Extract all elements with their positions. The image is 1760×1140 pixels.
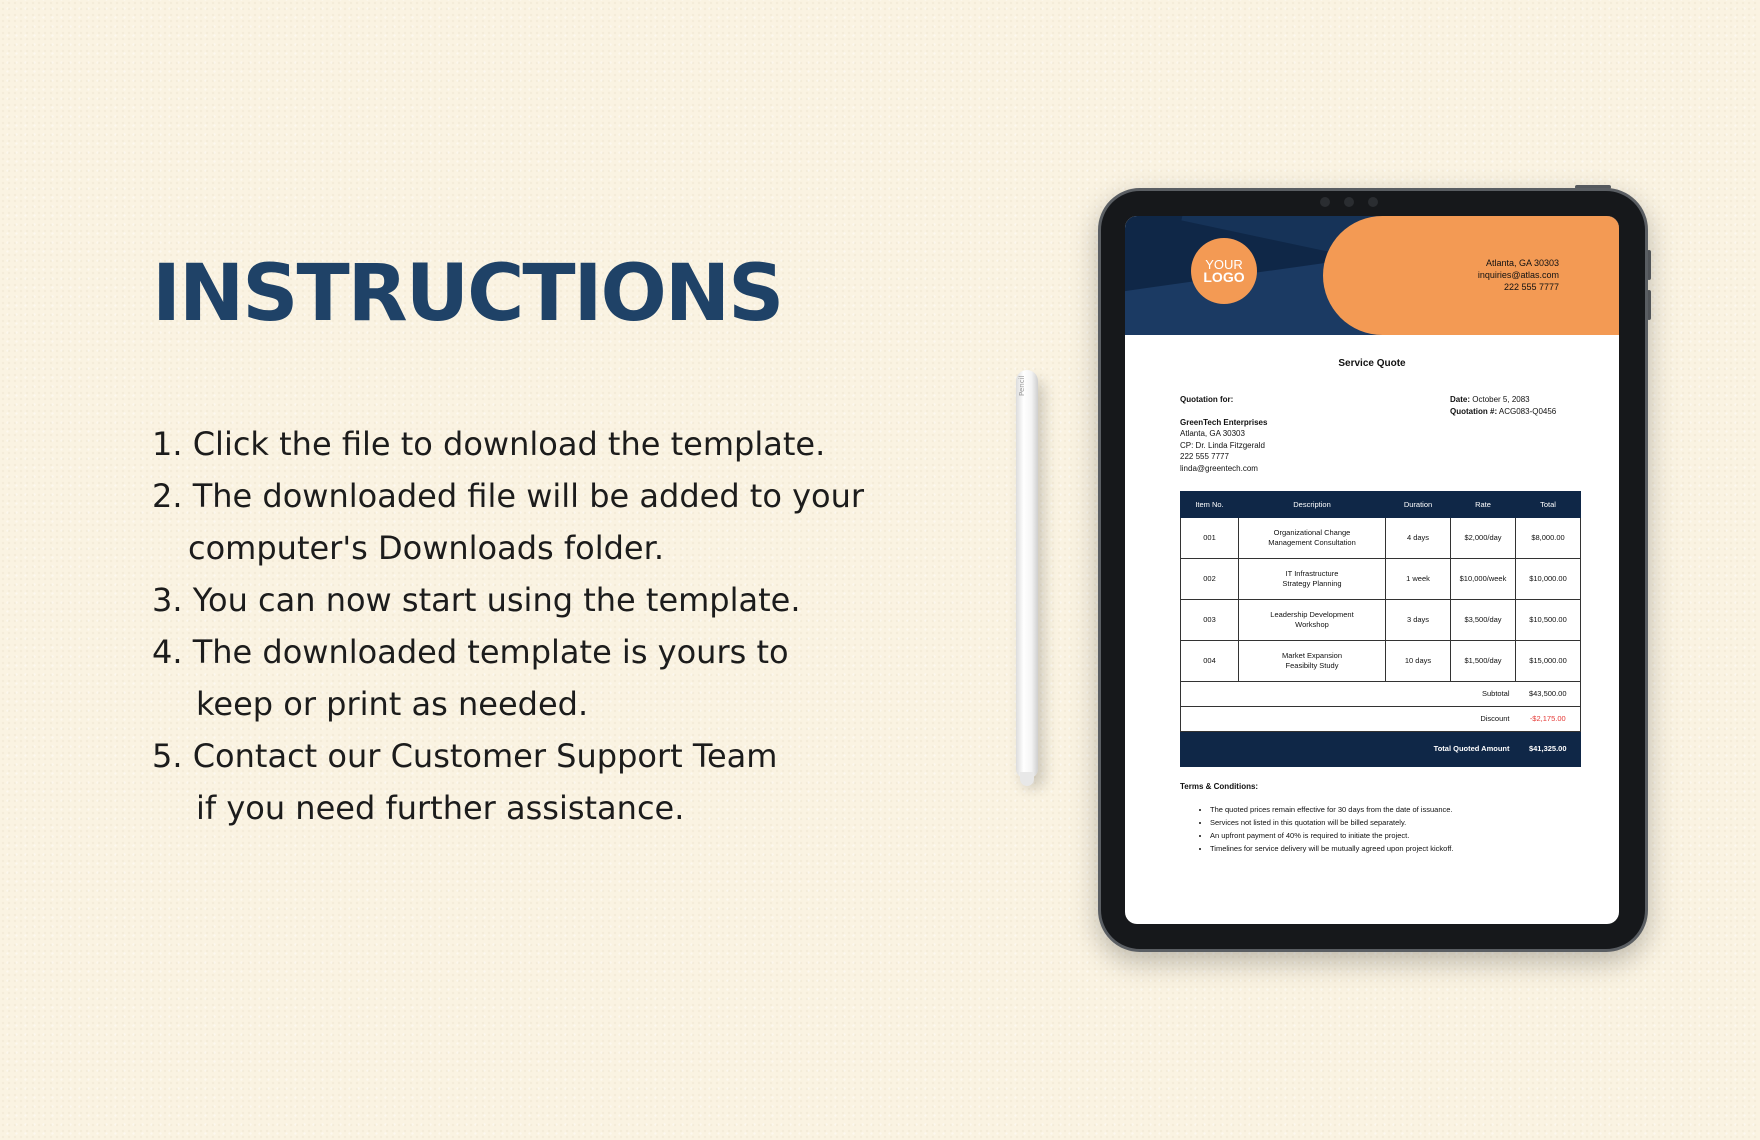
quotation-for-label: Quotation for: bbox=[1180, 395, 1234, 404]
template-preview[interactable] bbox=[1125, 216, 1619, 924]
company-phone: 222 555 7777 bbox=[1503, 282, 1559, 292]
item-no: 002 bbox=[1181, 559, 1239, 600]
item-rate: $3,500/day bbox=[1451, 600, 1516, 641]
logo-line-1: YOUR bbox=[1205, 257, 1243, 272]
item-total: $10,500.00 bbox=[1516, 600, 1581, 641]
terms-item: • Services not listed in this quotation will be billed separately. bbox=[1210, 816, 1453, 829]
step-2-continuation: computer's Downloads folder. bbox=[188, 529, 664, 567]
step-2-text: 2. The downloaded file will be added to your bbox=[152, 477, 865, 515]
item-duration: 1 week bbox=[1386, 559, 1451, 600]
client-name: GreenTech Enterprises bbox=[1180, 417, 1268, 427]
total-label: Total Quoted Amount bbox=[1181, 732, 1516, 767]
total-value: $41,325.00 bbox=[1516, 732, 1581, 767]
terms-list bbox=[1180, 803, 1453, 855]
date-label: Date: bbox=[1450, 395, 1471, 404]
terms-item: • The quoted prices remain effective for 30 days from the date of issuance. bbox=[1210, 803, 1453, 816]
item-no: 004 bbox=[1181, 641, 1239, 682]
tablet-camera bbox=[1320, 197, 1410, 209]
client-contact-person: CP: Dr. Linda Fitzgerald bbox=[1180, 440, 1265, 450]
item-total: $8,000.00 bbox=[1516, 518, 1581, 559]
quote-number-label: Quotation #: bbox=[1450, 406, 1498, 416]
header-orange-shape bbox=[1323, 216, 1619, 335]
step-1 bbox=[152, 418, 912, 470]
step-4 bbox=[152, 626, 912, 730]
item-total: $15,000.00 bbox=[1516, 641, 1581, 682]
step-2 bbox=[152, 470, 912, 574]
company-address: Atlanta, GA 30303 bbox=[1485, 258, 1559, 268]
table-row bbox=[1181, 600, 1581, 641]
table-row bbox=[1181, 518, 1581, 559]
item-rate: $1,500/day bbox=[1451, 641, 1516, 682]
step-1-text: 1. Click the file to download the template. bbox=[152, 425, 826, 463]
company-contact bbox=[1478, 257, 1559, 293]
step-5-text: 5. Contact our Customer Support Team bbox=[152, 737, 778, 775]
step-4-continuation: keep or print as needed. bbox=[196, 685, 589, 723]
header-total: Total bbox=[1516, 492, 1581, 518]
quote-meta bbox=[1450, 394, 1556, 417]
step-4-text: 4. The downloaded template is yours to bbox=[152, 633, 789, 671]
table-row bbox=[1181, 641, 1581, 682]
subtotal-label: Subtotal bbox=[1181, 682, 1516, 707]
step-5 bbox=[152, 730, 912, 834]
item-duration: 4 days bbox=[1386, 518, 1451, 559]
item-description: IT Infrastructure Strategy Planning bbox=[1239, 559, 1386, 600]
document-title: Service Quote bbox=[1338, 358, 1406, 369]
instructions-heading: INSTRUCTIONS bbox=[152, 249, 783, 339]
header-rate: Rate bbox=[1451, 492, 1516, 518]
table-header-row bbox=[1181, 492, 1581, 518]
item-description: Market Expansion Feasibilty Study bbox=[1239, 641, 1386, 682]
header-duration: Duration bbox=[1386, 492, 1451, 518]
item-duration: 10 days bbox=[1386, 641, 1451, 682]
item-rate: $2,000/day bbox=[1451, 518, 1516, 559]
terms-item: • Timelines for service delivery will be mutually agreed upon project kickoff. bbox=[1210, 842, 1453, 855]
table-row bbox=[1181, 559, 1581, 600]
item-no: 003 bbox=[1181, 600, 1239, 641]
item-rate: $10,000/week bbox=[1451, 559, 1516, 600]
date-value: October 5, 2083 bbox=[1472, 395, 1530, 404]
client-address: Atlanta, GA 30303 bbox=[1180, 429, 1245, 438]
logo-line-2: LOGO bbox=[1203, 269, 1245, 285]
items-table bbox=[1180, 491, 1581, 767]
item-description: Leadership Development Workshop bbox=[1239, 600, 1386, 641]
step-3 bbox=[152, 574, 912, 626]
quote-number-value: ACG083-Q0456 bbox=[1498, 406, 1557, 416]
subtotal-row bbox=[1181, 682, 1581, 707]
logo-placeholder bbox=[1191, 238, 1257, 304]
step-5-continuation: if you need further assistance. bbox=[196, 789, 685, 827]
discount-row bbox=[1181, 707, 1581, 732]
instruction-steps bbox=[152, 418, 912, 834]
stylus-tip bbox=[1020, 772, 1034, 786]
stylus-brand-text: Pencil bbox=[1018, 375, 1026, 396]
item-duration: 3 days bbox=[1386, 600, 1451, 641]
item-no: 001 bbox=[1181, 518, 1239, 559]
client-phone: 222 555 7777 bbox=[1180, 452, 1229, 461]
item-total: $10,000.00 bbox=[1516, 559, 1581, 600]
terms-title: Terms & Conditions: bbox=[1180, 782, 1259, 791]
client-email: linda@greentech.com bbox=[1180, 463, 1258, 473]
terms-section bbox=[1180, 782, 1453, 855]
subtotal-value: $43,500.00 bbox=[1516, 682, 1581, 707]
header-item-no: Item No. bbox=[1181, 492, 1239, 518]
discount-value: -$2,175.00 bbox=[1516, 707, 1581, 732]
item-description: Organizational Change Management Consultation bbox=[1239, 518, 1386, 559]
client-block bbox=[1180, 394, 1267, 474]
discount-label: Discount bbox=[1181, 707, 1516, 732]
stylus-pencil-image bbox=[1016, 370, 1038, 778]
terms-item: • An upfront payment of 40% is required to initiate the project. bbox=[1210, 829, 1453, 842]
company-email: inquiries@atlas.com bbox=[1477, 270, 1559, 280]
header-description: Description bbox=[1239, 492, 1386, 518]
document-header-band bbox=[1125, 216, 1619, 335]
step-3-text: 3. You can now start using the template. bbox=[152, 581, 801, 619]
total-row bbox=[1181, 732, 1581, 767]
